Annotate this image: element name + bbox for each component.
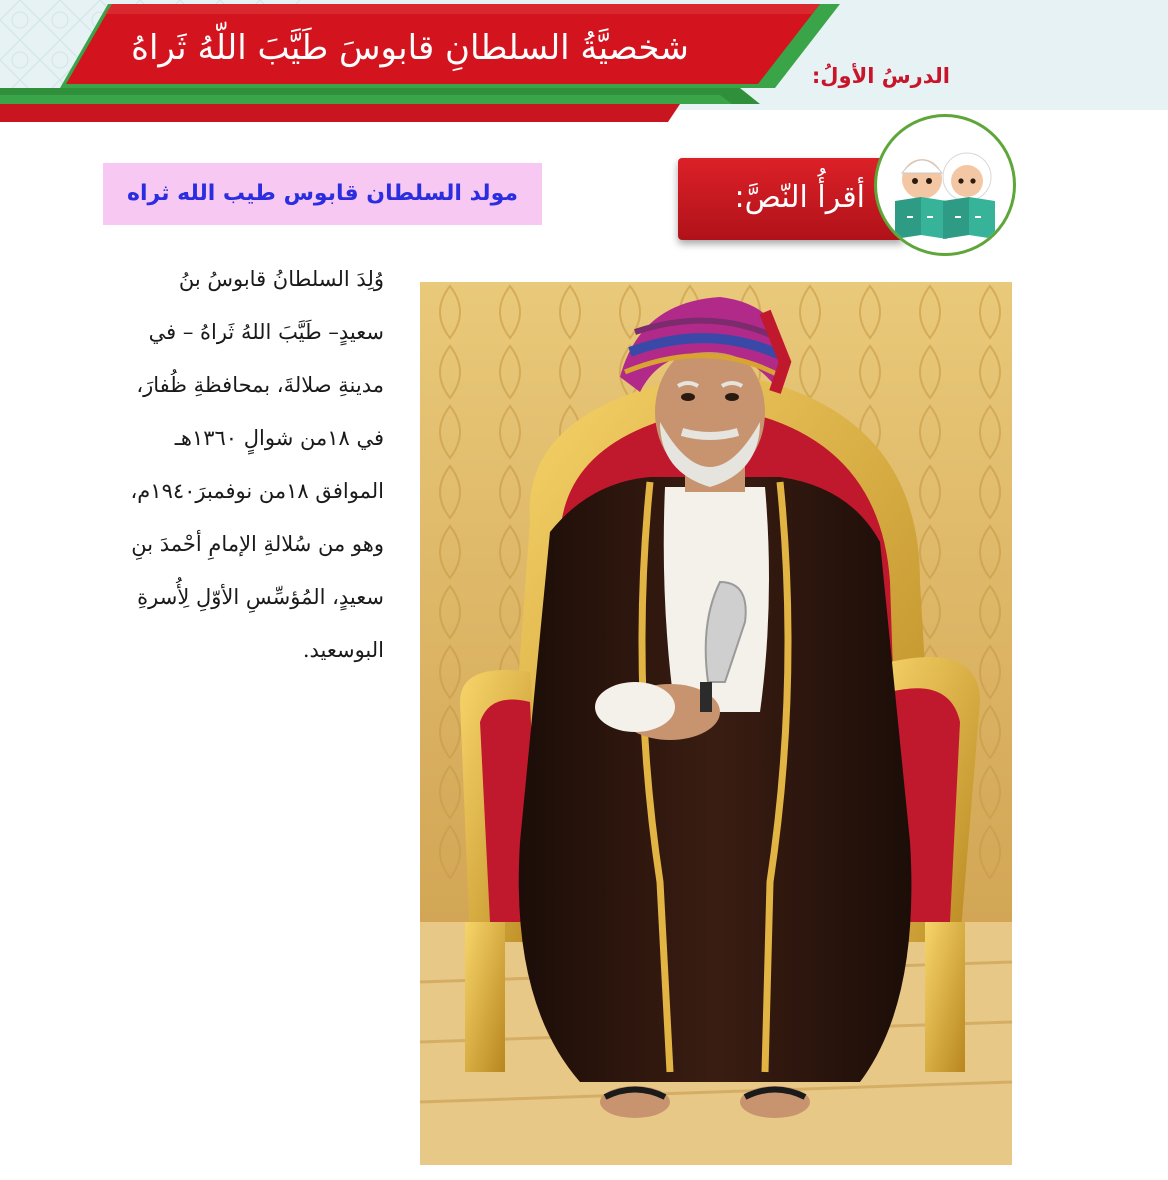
subtitle: مولد السلطان قابوس طيب الله ثراه	[127, 181, 518, 206]
lesson-label: الدرسُ الأولُ:	[811, 64, 950, 88]
body-line: وُلِدَ السلطانُ قابوسُ بنُ	[178, 267, 384, 291]
children-reading-icon	[874, 114, 1016, 256]
body-line: مدينةِ صلالةَ، بمحافظةِ ظُفارَ،	[136, 373, 384, 397]
body-line: سعيدٍ– طَيَّبَ اللهُ ثَراهُ – في	[148, 320, 384, 344]
page-title: شخصيَّةُ السلطانِ قابوسَ طَيَّبَ اللّهُ ثَراهُ	[131, 28, 689, 68]
portrait-photo	[420, 282, 1012, 1165]
body-line: سعيدٍ، المُؤسِّسِ الأوّلِ لِأُسرةِ	[137, 585, 384, 609]
body-line: وهو من سُلالةِ الإمامِ أحْمدَ بنِ	[131, 532, 384, 556]
body-line: في ١٨من شوالٍ ١٣٦٠هـ	[174, 426, 384, 450]
subtitle-box	[103, 163, 542, 225]
read-section-label: أقرأُ النّصَّ:	[734, 180, 865, 215]
body-line: البوسعيد.	[302, 638, 384, 662]
body-line: الموافق ١٨من نوفمبرَ١٩٤٠م،	[130, 479, 384, 503]
sultan-seated-portrait-icon	[420, 282, 1012, 1165]
body-paragraph	[64, 253, 384, 677]
